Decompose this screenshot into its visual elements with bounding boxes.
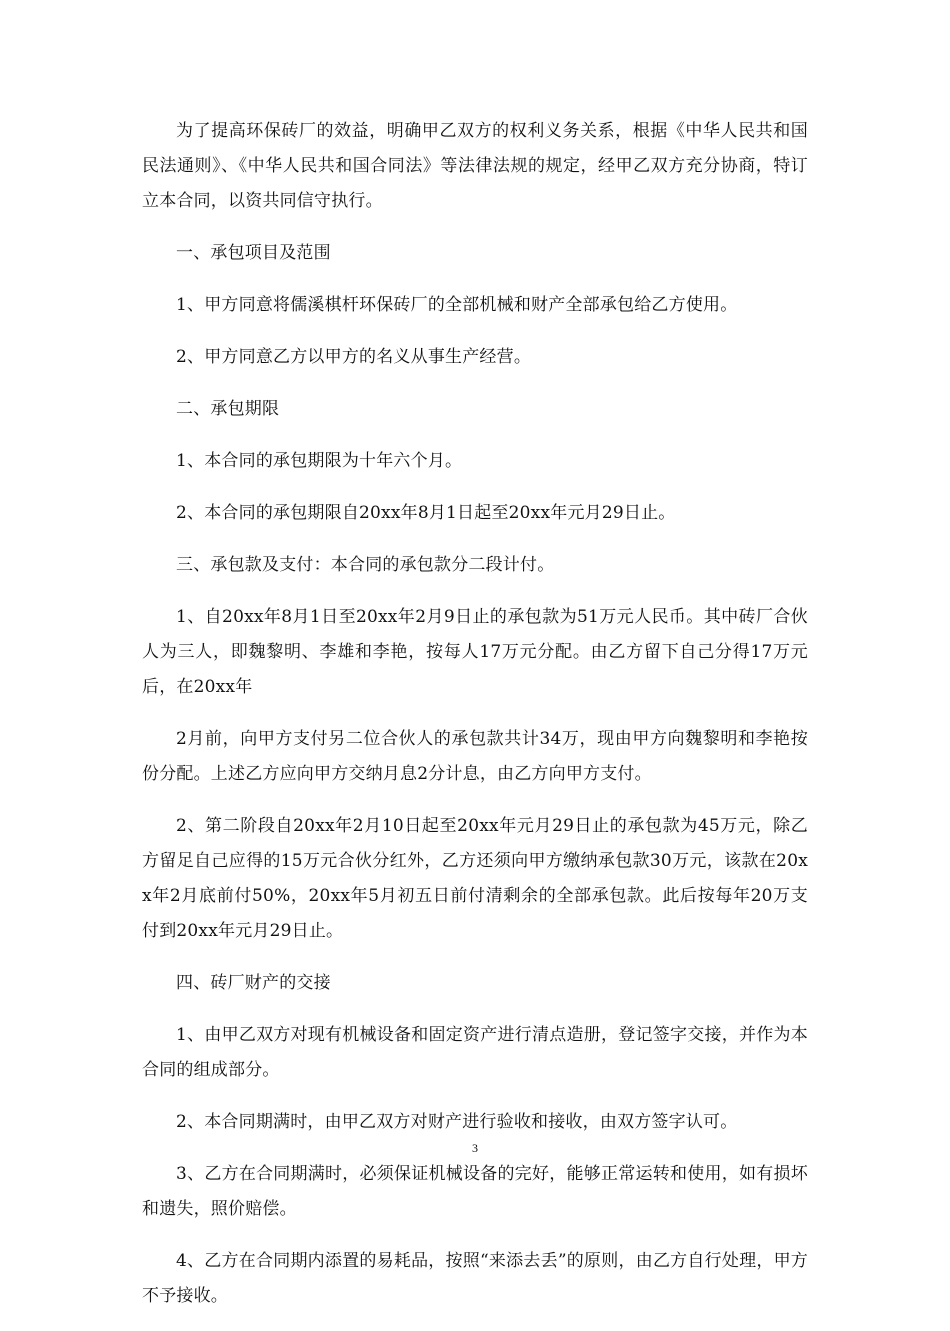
paragraph-4-4: 4、乙方在合同期内添置的易耗品，按照“来添去丢”的原则，由乙方自行处理，甲方不予接收。: [142, 1251, 808, 1306]
paragraph-2-1: 1、本合同的承包期限为十年六个月。: [176, 451, 463, 471]
paragraph-3-2: 2、第二阶段自20xx年2月10日起至20xx年元月29日止的承包款为45万元，除乙方留足自己应得的15万元合伙分红外，乙方还须向甲方缴纳承包款30万元，该款在20xx年2月底前付50%，20xx年5月初五日前付清剩余的全部承包款。此后按每年20万支付到20xx年元月29日止。: [142, 816, 808, 941]
section-heading-4: 四、砖厂财产的交接: [176, 973, 331, 993]
paragraph-preamble: 为了提高环保砖厂的效益，明确甲乙双方的权利义务关系，根据《中华人民共和国民法通则》、《中华人民共和国合同法》等法律法规的规定，经甲乙双方充分协商，特订立本合同，以资共同信守执行。: [142, 121, 808, 211]
section-heading-3: 三、承包款及支付：本合同的承包款分二段计付。: [176, 555, 555, 575]
paragraph-4-3: 3、乙方在合同期满时，必须保证机械设备的完好，能够正常运转和使用，如有损坏和遗失，照价赔偿。: [142, 1164, 808, 1219]
section-heading-2: 二、承包期限: [176, 399, 280, 419]
paragraph-2-2: 2、本合同的承包期限自20xx年8月1日起至20xx年元月29日止。: [176, 503, 676, 523]
paragraph-4-1: 1、由甲乙双方对现有机械设备和固定资产进行清点造册，登记签字交接，并作为本合同的组成部分。: [142, 1025, 808, 1080]
page-number: 3: [472, 1141, 478, 1155]
paragraph-4-2: 2、本合同期满时，由甲乙双方对财产进行验收和接收，由双方签字认可。: [176, 1112, 738, 1132]
paragraph-3-1-continued: 2月前，向甲方支付另二位合伙人的承包款共计34万，现由甲方向魏黎明和李艳按份分配。上述乙方应向甲方交纳月息2分计息，由乙方向甲方支付。: [142, 729, 808, 784]
paragraph-1-2: 2、甲方同意乙方以甲方的名义从事生产经营。: [176, 347, 532, 367]
paragraph-3-1: 1、自20xx年8月1日至20xx年2月9日止的承包款为51万元人民币。其中砖厂合伙人为三人，即魏黎明、李雄和李艳，按每人17万元分配。由乙方留下自己分得17万元后，在20xx年: [142, 607, 808, 697]
section-heading-1: 一、承包项目及范围: [176, 243, 331, 263]
paragraph-1-1: 1、甲方同意将儒溪棋杆环保砖厂的全部机械和财产全部承包给乙方使用。: [176, 295, 738, 315]
